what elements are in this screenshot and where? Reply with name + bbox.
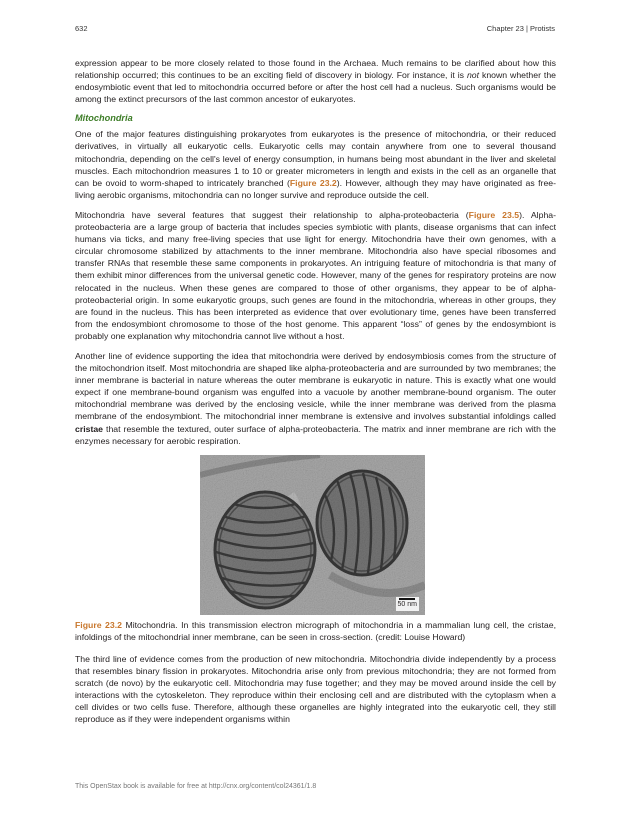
chapter-header: Chapter 23 | Protists bbox=[486, 24, 555, 33]
mitochondria-micrograph bbox=[200, 455, 425, 615]
intro-text-b: known whether the endosymbiotic event that led to mitochondria occurred before or after the host cell had a nucleus. Such organisms would be among the extinct precursors of the last common ancestor of eukaryotes. bbox=[75, 70, 556, 105]
page-content bbox=[75, 57, 556, 733]
mitochondria-paragraph-2 bbox=[75, 209, 556, 342]
p4-text-b: that resemble the textured, outer surface of alpha-proteobacteria. The matrix and inner membrane are rich with the enzymes necessary for aerobic respiration. bbox=[75, 423, 556, 446]
caption-text: Mitochondria. In this transmission electron micrograph of mitochondria in a mammalian lung cell, the cristae, infoldings of the mitochondrial inner membrane, can be seen in cross-section. (credit: Louise Howard) bbox=[75, 619, 556, 642]
mitochondria-paragraph-1 bbox=[75, 128, 556, 201]
section-heading: Mitochondria bbox=[75, 113, 133, 124]
scale-bar bbox=[396, 597, 419, 611]
figure-23-2-link[interactable]: Figure 23.2 bbox=[289, 177, 337, 188]
scale-bar-line bbox=[399, 598, 415, 600]
intro-text-a: expression appear to be more closely related to those found in the Archaea. Much remains to be clarified about how this relationship occurred; this continues to be an exciting field of discovery in biology. For instance, it is bbox=[75, 58, 556, 81]
p2-text-a: One of the major features distinguishing prokaryotes from eukaryotes is the presence of mitochondria, or their reduced derivatives, in virtually all eukaryotic cells. Eukaryotic cells may contain anywhere from one to several thousand mitochondria, depending on the cell's level of energy consumption, in humans being most abundant in the liver and skeletal muscles. Each mitochondrion measures 1 to 10 or greater micrometers in length and exists in the cell as an organelle that can be ovoid to worm-shaped to intricately branched ( bbox=[75, 129, 556, 188]
micrograph-image bbox=[200, 455, 425, 615]
cristae-term: cristae bbox=[75, 423, 104, 434]
closing-paragraph: The third line of evidence comes from the production of new mitochondria. Mitochondria divide independently by a process that resembles binary fission in prokaryotes. Mitochondria arise only from previous mitochondria; they are not formed from scratch (de novo) by the eukaryotic cell. Mitochondria may fuse together; and they may be moved around inside the cell by interactions with the cytoskeleton. They reproduce within their enclosing cell and are distributed with the cytoplasm when a cell divides or two cells fuse. Therefore, although these organelles are highly integrated into the eukaryotic cell, they still reproduce as if they were independent organisms within bbox=[75, 653, 556, 725]
p2-text-b: ). However, although they may have originated as free-living aerobic organisms, mitochondria can no longer survive and reproduce outside the cell. bbox=[75, 177, 556, 200]
figure-23-5-link[interactable]: Figure 23.5 bbox=[468, 209, 520, 220]
mitochondria-paragraph-3 bbox=[75, 350, 556, 447]
intro-paragraph bbox=[75, 57, 556, 105]
p3-text-a: Mitochondria have several features that suggest their relationship to alpha-proteobacteria ( bbox=[75, 209, 469, 220]
page-footer: This OpenStax book is available for free at http://cnx.org/content/col24361/1.8 bbox=[75, 783, 317, 790]
p4-text-a: Another line of evidence supporting the idea that mitochondria were derived by endosymbiosis comes from the structure of the mitochondrion itself. Most mitochondria are shaped like alpha-proteobacteria and are surrounded by two membranes; the inner membrane is bacterial in nature whereas the outer membrane is eukaryotic in nature. This is exactly what one would expect if one membrane-bound organism was engulfed into a vacuole by another membrane-bound organism. The outer mitochondrial membrane was derived by the enclosing vesicle, while the inner membrane was derived from the plasma membrane of the endosymbiont. The mitochondrial inner membrane is extensive and involves substantial infoldings called bbox=[75, 350, 556, 422]
figure-caption bbox=[75, 619, 556, 643]
intro-emphasis: not bbox=[466, 70, 480, 81]
scale-bar-label: 50 nm bbox=[397, 600, 417, 608]
caption-label: Figure 23.2 bbox=[75, 619, 122, 630]
page-number: 632 bbox=[75, 24, 88, 33]
p3-text-b: ). Alpha-proteobacteria are a large group of bacteria that includes species symbiotic with plants, disease organisms that can infect humans via ticks, and many free-living species that use light for energy. Mitochondria have their own genomes, with a circular chromosome stabilized by attachments to the inner membrane. Mitochondria also have special ribosomes and transfer RNAs that resemble these same components in prokaryotes. An intriguing feature of mitochondria is that many of them exhibit minor differences from the universal genetic code. However, many of the genes for respiratory proteins are now relocated in the nucleus. When these genes are compared to those of other organisms, they appear to be of alpha-proteobacterial origin. In some eukaryotic groups, such genes are found in the mitochondria, whereas in other groups, they are found in the nucleus. This has been interpreted as evidence that over evolutionary time, genes have been transferred from the endosymbiont chromosome to those of the host genome. This apparent “loss” of genes by the endosymbiont is probably one explanation why mitochondria cannot live without a host. bbox=[75, 209, 556, 341]
